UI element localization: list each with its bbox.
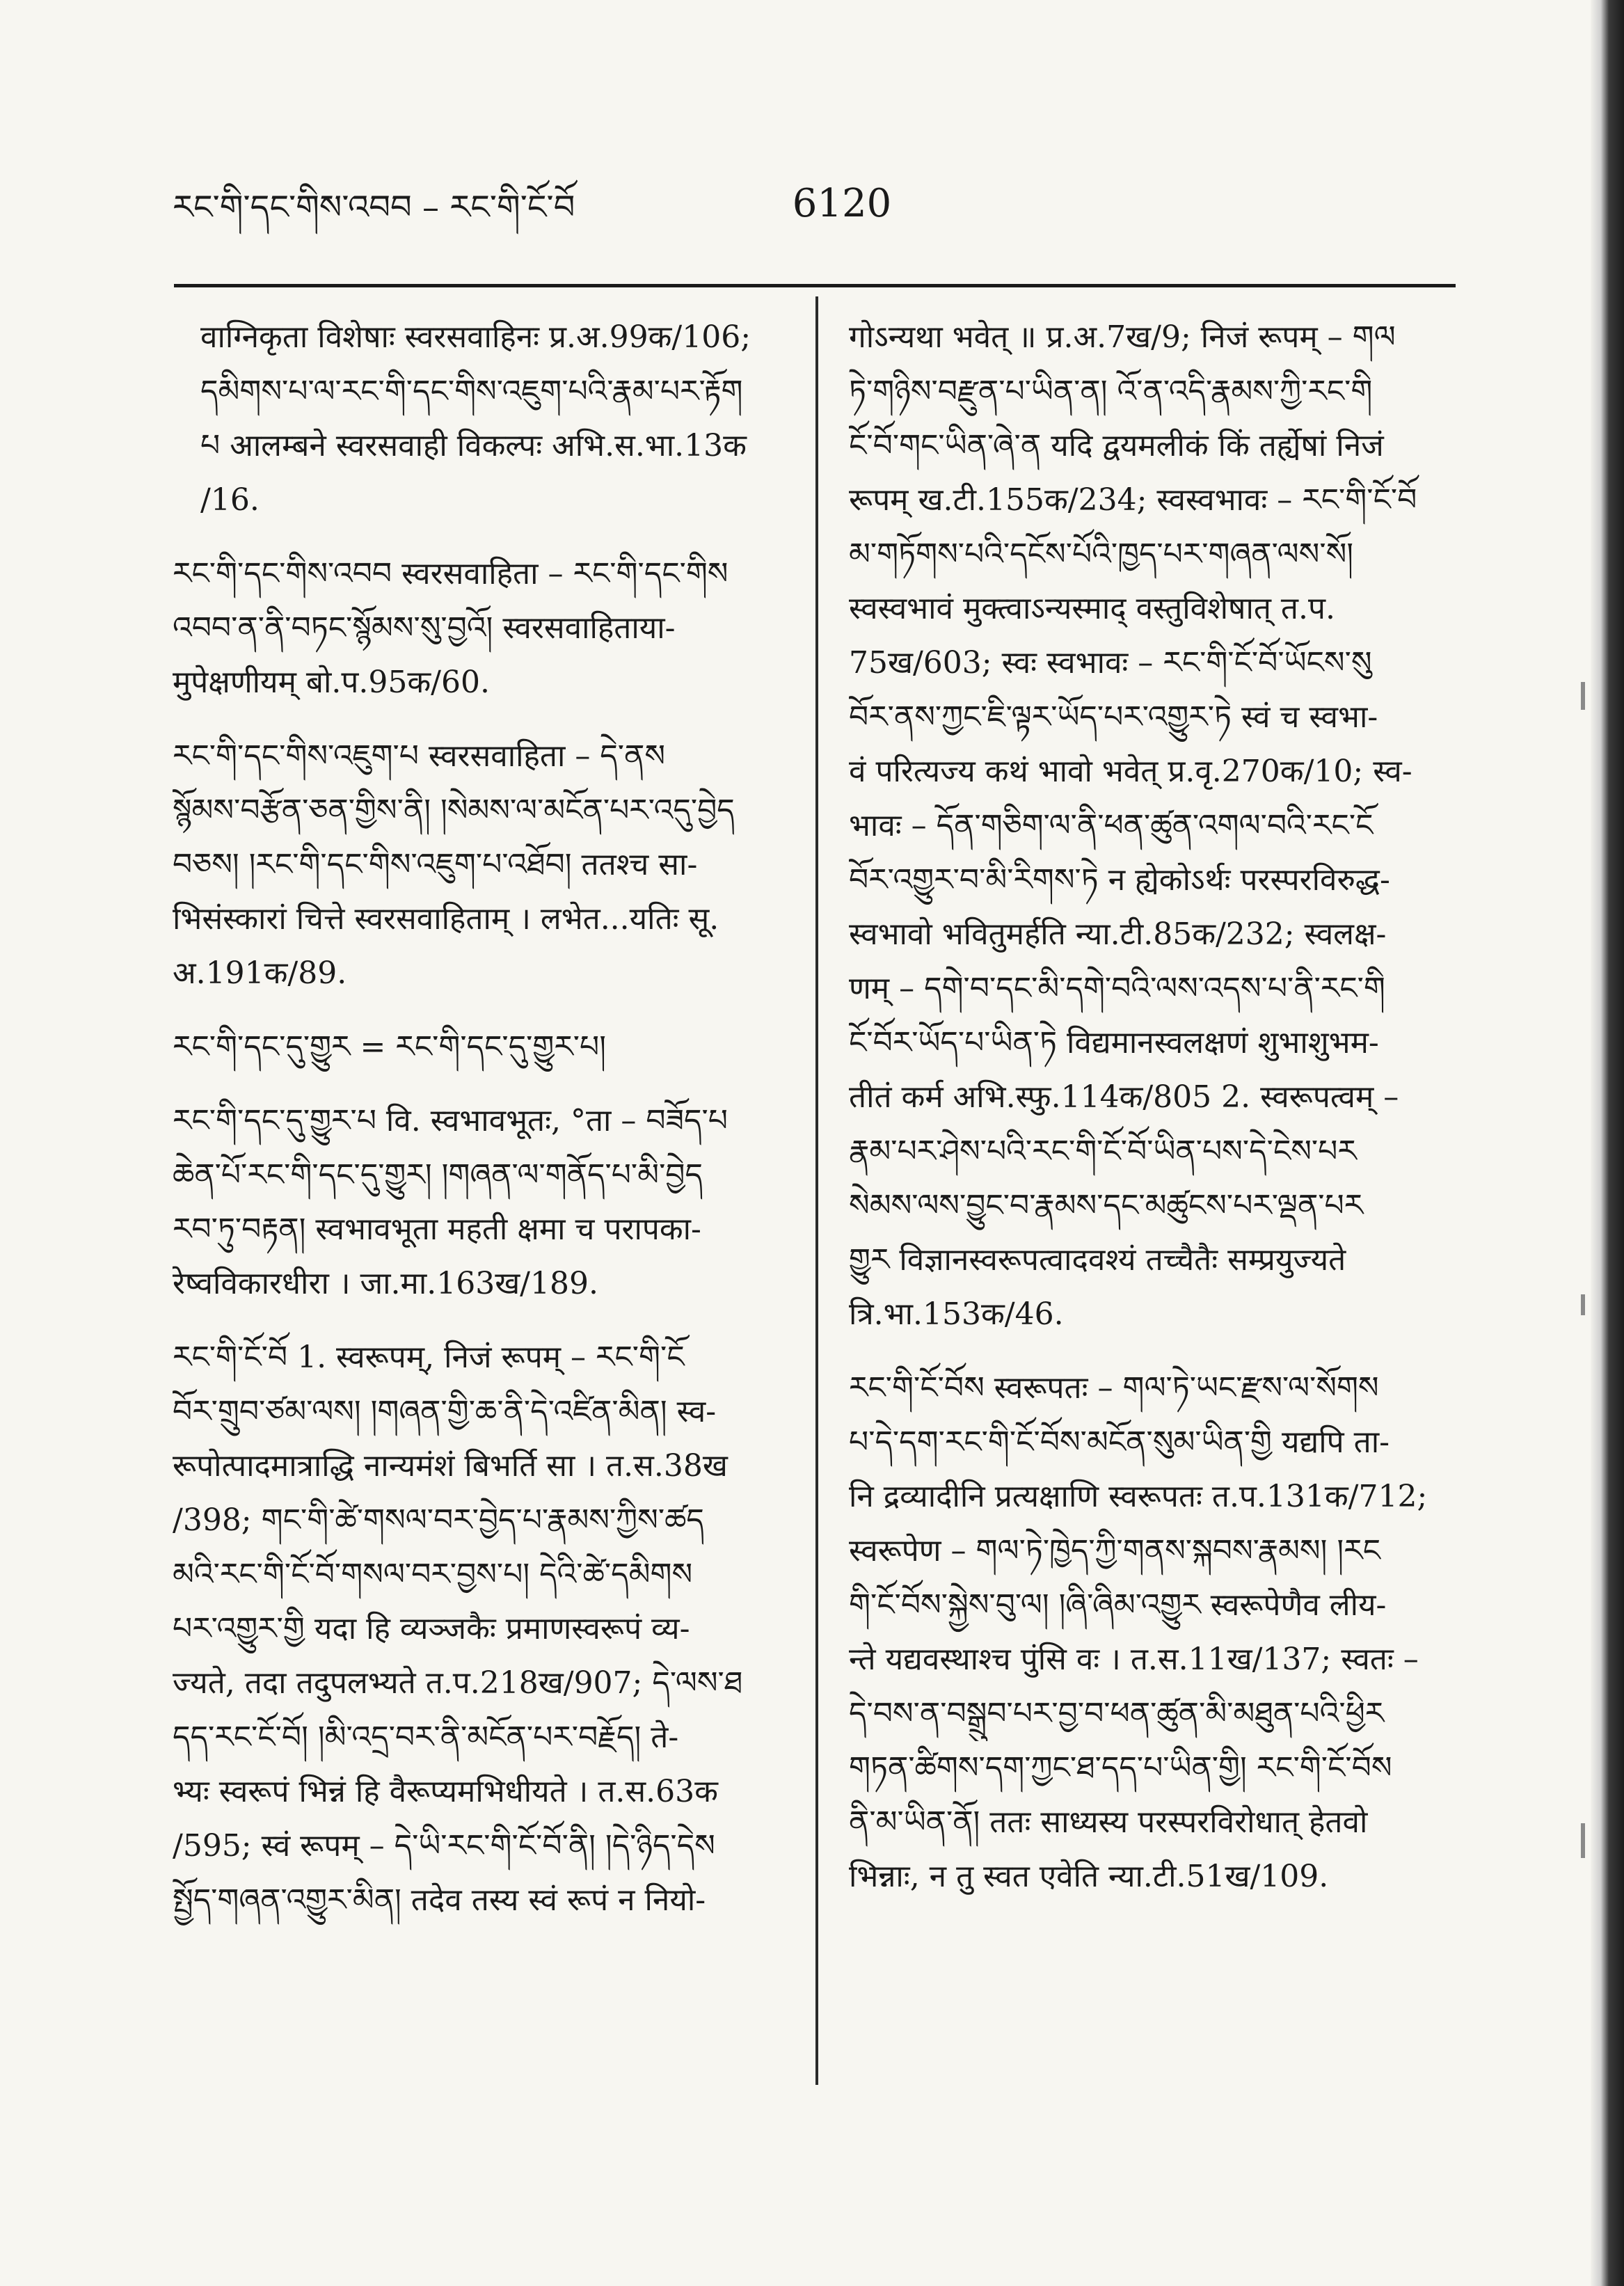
entry-line: /398; གང་གི་ཚེ་གསལ་བར་བྱེད་པ་རྣམས་ཀྱིས་ཚད	[173, 1502, 704, 1538]
entry-line: སྤྱོད་གཞན་འགྱུར་མིན། तदेव तस्य स्वं रूपं न नियो-	[173, 1882, 706, 1918]
entry-line: འབབ་ན་ནི་བཏང་སྙོམས་སུ་བྱའོ། स्वरसवाहिताया-	[173, 610, 676, 646]
entry-line: གི་ངོ་བོས་སྐྱེས་བུ་ལ། །ཞི་ཞིམ་འགྱུར स्वरूपेणैव लीय-	[849, 1587, 1387, 1623]
entry-line: ज्यते, तदा तदुपलभ्यते त.प.218ख/907; དེ་ལས་ཐ	[173, 1665, 743, 1701]
entry-line: སེམས་ལས་བྱུང་བ་རྣམས་དང་མཚུངས་པར་ལྡན་པར	[849, 1188, 1364, 1223]
left-column	[173, 310, 785, 1947]
entry-line: त्रि.भा.153क/46.	[849, 1296, 1064, 1332]
entry-line: གྱུར विज्ञानस्वरूपत्वादवश्यं तच्चैतैः सम्प्रयुज्यते	[849, 1242, 1346, 1278]
dictionary-entry	[173, 1094, 785, 1311]
entry-line: བཅས། །རང་གི་དང་གིས་འཇུག་པ་འཐོབ། ततश्च सा-	[173, 847, 698, 882]
dictionary-entry	[173, 729, 785, 1001]
entry-line: स्वभावो भवितुमर्हति न्या.टी.85क/232; स्वलक्ष-	[849, 916, 1387, 952]
entry-line: ནི་མ་ཡིན་ནོ། ततः साध्यस्य परस्परविरोधात् हेतवो	[849, 1804, 1368, 1840]
entry-line: स्वरूपेण – གལ་ཏེ་ཁྱེད་ཀྱི་གནས་སྐབས་རྣམས། །རང	[849, 1533, 1380, 1569]
entry-line: तीतं कर्म अभि.स्फु.114क/805 2. स्वरूपत्वम् –	[849, 1079, 1399, 1115]
entry-line: རྣམ་པར་ཤེས་པའི་རང་གི་ངོ་བོ་ཡིན་པས་དེ་ངེས་པར	[849, 1134, 1357, 1169]
dictionary-entry	[849, 310, 1461, 1342]
dictionary-entry	[173, 547, 785, 710]
page-edge-shadow	[1591, 0, 1624, 2286]
entry-line: དམིགས་པ་ལ་རང་གི་དང་གིས་འཇུག་པའི་རྣམ་པར་རྟོག	[200, 374, 743, 409]
header-rule	[174, 284, 1456, 287]
entry-line: गोऽन्यथा भवेत् ॥ प्र.अ.7ख/9; निजं रूपम् – གལ	[849, 319, 1396, 355]
entry-line: བོར་གྲུབ་ཙམ་ལས། །གཞན་གྱི་ཆ་ནི་དེ་འཛིན་མིན། स्व-	[173, 1394, 717, 1429]
entry-line: རང་གི་ངོ་བོས स्वरूपतः – གལ་ཏེ་ཡང་རྫས་ལ་སོགས	[849, 1370, 1379, 1406]
entry-line: རབ་ཏུ་བརྟན། स्वभावभूता महती क्षमा च परापका-	[173, 1212, 701, 1247]
entry-line: भ्यः स्वरूपं भिन्नं हि वैरूप्यमभिधीयते । त.स.63क	[173, 1774, 718, 1809]
entry-line: སྙོམས་བརྩོན་ཅན་གྱིས་ནི། །སེམས་ལ་མངོན་པར་འདུ་བྱེད	[173, 793, 735, 828]
entry-line: ངོ་བོར་ཡོད་པ་ཡིན་ཏེ विद्यमानस्वलक्षणं शुभाशुभम-	[849, 1025, 1379, 1061]
entry-line: གཏན་ཚིགས་དག་ཀྱང་ཐ་དད་པ་ཡིན་གྱི། རང་གི་ངོ་བོས	[849, 1750, 1392, 1786]
entry-line: नि द्रव्यादीनि प्रत्यक्षाणि स्वरूपतः त.प.131क/712;	[849, 1479, 1428, 1514]
scan-speck	[1581, 1294, 1585, 1315]
entry-line: भिसंस्कारां चित्ते स्वरसवाहिताम् । लभेत...यतिः सू.	[173, 901, 719, 937]
entry-line: ཆེན་པོ་རང་གི་དང་དུ་གྱུར། །གཞན་ལ་གནོད་པ་མི་བྱེད	[173, 1157, 703, 1193]
entry-line: བོར་ནས་ཀྱང་ཇི་ལྟར་ཡོད་པར་འགྱུར་ཏེ स्वं च स्वभा-	[849, 699, 1378, 735]
entry-line: न्ते यद्यवस्थाश्च पुंसि वः । त.स.11ख/137; स्वतः –	[849, 1642, 1419, 1677]
entry-line: རང་གི་ངོ་བོ 1. स्वरूपम्, निजं रूपम् – རང་གི་ངོ	[173, 1340, 685, 1375]
entry-line: པ་དེ་དག་རང་གི་ངོ་བོས་མངོན་སུམ་ཡིན་གྱི यद्यपि ता-	[849, 1424, 1390, 1460]
entry-line: स्वस्वभावं मुक्त्वाऽन्यस्माद् वस्तुविशेषात् त.प.	[849, 591, 1335, 626]
entry-line: रूपोत्पादमात्राद्धि नान्यमंशं बिभर्ति सा । त.स.38ख	[173, 1448, 728, 1484]
entry-line: པར་འགྱུར་གྱི यदा हि व्यञ्जकैः प्रमाणस्वरूपं व्य-	[173, 1611, 690, 1646]
column-divider	[815, 296, 818, 2085]
entry-line: रूपम् ख.टी.155क/234; स्वस्वभावः – རང་གི་ངོ་བོ	[849, 482, 1417, 518]
entry-line: རང་གི་དང་དུ་གྱུར་པ वि. स्वभावभूतः, °ता – བཟོད་པ	[173, 1103, 728, 1138]
entry-line: भावः – དོན་གཅིག་ལ་ནི་ཕན་ཚུན་འགལ་བའི་རང་ངོ	[849, 808, 1374, 843]
entry-line: 75ख/603; स्वः स्वभावः – རང་གི་ངོ་བོ་ཡོངས་སུ	[849, 645, 1372, 681]
entry-line: रेष्वविकारधीरा । जा.मा.163ख/189.	[173, 1266, 598, 1301]
right-column	[849, 310, 1461, 1923]
dictionary-entry	[173, 1331, 785, 1928]
entry-line: भिन्नाः, न तु स्वत एवेति न्या.टी.51ख/109.	[849, 1859, 1329, 1894]
entry-line: अ.191क/89.	[173, 955, 347, 991]
entry-line: རང་གི་དང་གིས་འབབ स्वरसवाहिता – རང་གི་དང་གིས	[173, 556, 729, 592]
entry-line: /595; स्वं रूपम् – དེ་ཡི་རང་གི་ངོ་བོ་ནི། །དེ་ཉིད་དེས	[173, 1828, 715, 1864]
entry-line: མའི་རང་གི་ངོ་བོ་གསལ་བར་བྱས་པ། དེའི་ཚེ་དམིགས	[173, 1557, 693, 1592]
dictionary-entry	[173, 1020, 785, 1074]
entry-line: ངོ་བོ་གང་ཡིན་ཞེ་ན यदि द्वयमलीकं किं तर्ह्येषां निजं	[849, 428, 1384, 463]
entry-line: རང་གི་དང་དུ་གྱུར = རང་གི་དང་དུ་གྱུར་པ།	[173, 1029, 606, 1065]
entry-line: པ आलम्बने स्वरसवाही विकल्पः अभि.स.भा.13क	[200, 428, 747, 463]
page-number: 6120	[792, 181, 892, 226]
entry-line: དེ་བས་ན་བསྒྲུབ་པར་བྱ་བ་ཕན་ཚུན་མི་མཐུན་པའི་ཕྱིར	[849, 1696, 1385, 1731]
scan-speck	[1581, 1823, 1585, 1858]
dictionary-entry	[849, 1361, 1461, 1904]
scan-speck	[1581, 682, 1585, 710]
entry-line: བོར་འགྱུར་བ་མི་རིགས་ཏེ न ह्येकोऽर्थः परस्परविरुद्ध-	[849, 862, 1390, 898]
entry-line: མ་གཏོགས་པའི་དངོས་པོའི་ཁྱད་པར་གཞན་ལས་སོ།	[849, 537, 1354, 572]
entry-line: /16.	[200, 482, 260, 518]
entry-line: རང་གི་དང་གིས་འཇུག་པ स्वरसवाहिता – དེ་ནས	[173, 738, 666, 774]
entry-line: ཏེ་གཉིས་བརྫུན་པ་ཡིན་ན། འོ་ན་འདི་རྣམས་ཀྱི་རང་གི	[849, 374, 1373, 409]
dictionary-entry	[173, 310, 785, 527]
entry-line: वाग्निकृता विशेषाः स्वरसवाहिनः प्र.अ.99क/106;	[200, 319, 751, 355]
entry-line: དད་རང་ངོ་བོ། །མི་འདྲ་བར་ནི་མངོན་པར་བརྗོད། ते-	[173, 1720, 679, 1755]
entry-line: णम् – དགེ་བ་དང་མི་དགེ་བའི་ལས་འདས་པ་ནི་རང་གི	[849, 971, 1385, 1006]
running-header: རང་གི་དང་གིས་འབབ – རང་གི་ངོ་བོ	[173, 188, 575, 227]
entry-line: वं परित्यज्य कथं भावो भवेत् प्र.वृ.270क/10; स्व-	[849, 754, 1412, 789]
entry-line: मुपेक्षणीयम् बो.प.95क/60.	[173, 665, 490, 700]
